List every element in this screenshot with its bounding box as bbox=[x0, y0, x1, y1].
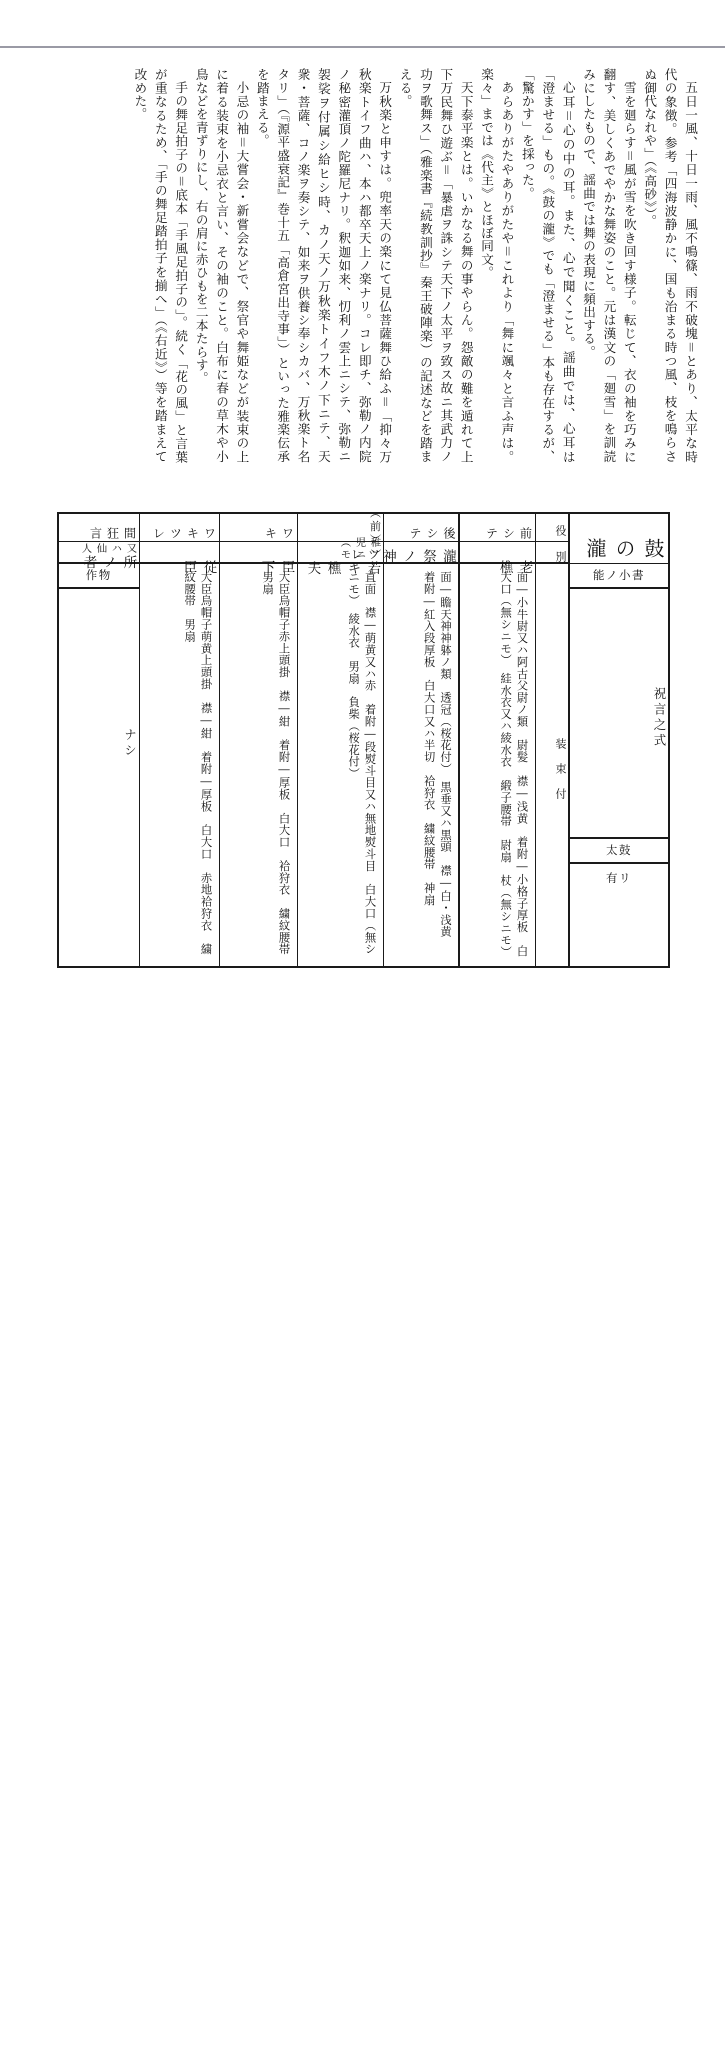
role-name: 臣 下 bbox=[258, 536, 295, 584]
cell-name-tsure bbox=[297, 536, 383, 585]
taiko-label: 太鼓 bbox=[570, 839, 668, 864]
cell-table-title bbox=[569, 513, 669, 563]
costume-text: 直面 襟―萌黄又ハ赤 着附―段熨斗目又ハ無地熨斗目 白大口（無シニモ） 綾水衣 男扇 負柴（桜花付） bbox=[347, 571, 377, 956]
axis-label-yaku: 役 bbox=[554, 525, 567, 553]
role-name: 従 臣 bbox=[180, 536, 217, 584]
note-paragraph: 小忌の袖＝大嘗会・新嘗会などで、祭官や舞姫などが装束の上に着る装束を小忌衣と言い、その袖のこと。白布に春の草木や小鳥などを青ずりにし、右の肩に赤ひもを二本たらす。 bbox=[193, 68, 250, 463]
kogaki-value: 祝言之式 bbox=[652, 686, 667, 749]
header-divider bbox=[0, 46, 725, 48]
cell-kogaki-group bbox=[569, 563, 669, 967]
note-paragraph: 万秋楽と申すは。兜率天の楽にて見仏菩薩舞ひ給ふ＝「抑々万秋楽トイフ曲ハ、本ハ都卒天上ノ楽ナリ。コレ即チ、弥勒ノ内院ノ秘密灌頂ノ陀羅尼ナリ。釈迦如来、忉利ノ雲上ニシテ、弥勒ニ袈裟ヲ付属シ給ヒシ時、カノ天ノ万秋楽トイフ木ノ下ニテ、天衆・菩薩、コノ楽ヲ奏シテ、如来ヲ供養シ奉シカバ、万秋楽ト名タリ」（『源平盛衰記』巻十五「高倉宮出寺事」）といった雅楽伝承を踏まえる。 bbox=[254, 68, 393, 463]
axis-label-shozokutsuke: 装束付 bbox=[554, 737, 567, 813]
cell-name-wakitsure bbox=[139, 536, 219, 584]
kogaki-label: 能ノ小書 bbox=[570, 564, 668, 589]
note-paragraph: 雪を廻らす＝風が雪を吹き回す様子。転じて、衣の袖を巧みに翻す、美しくあでやかな舞姿のこと。元は漢文の「廻雪」を訓読みにしたもので、謡曲では舞の表現に頻出する。 bbox=[581, 68, 637, 463]
role-name: 老 樵 bbox=[496, 536, 533, 584]
cell-axis-label-top bbox=[535, 513, 569, 553]
costume-text: 大臣烏帽子赤上頭掛 襟―紺 着附―厚板 白大口 袷狩衣 繍紋腰帯 男扇 bbox=[261, 559, 291, 956]
costume-text: 大臣烏帽子萌黄上頭掛 襟―紺 着附―厚板 白大口 赤地袷狩衣 繍紋腰帯 男扇 bbox=[183, 571, 213, 956]
cell-sakumono-group bbox=[58, 563, 139, 967]
cast-table-container bbox=[57, 507, 668, 968]
axis-label-betsu: 別 bbox=[554, 550, 567, 570]
costume-text: 面―小牛尉又ハ阿古父尉ノ類 尉髪 襟―浅黄 着附―小格子厚板 白大口（無シニモ） 絓水衣又ハ綾水衣 緞子腰帯 尉扇 杖（無シニモ） bbox=[499, 571, 529, 959]
role-name-sub: 又ハ仙人 bbox=[79, 542, 137, 555]
role-name: 若キ樵夫 bbox=[304, 560, 381, 585]
role-label: 間狂言 bbox=[88, 527, 137, 543]
cast-table bbox=[57, 507, 670, 968]
role-label: ツレ bbox=[349, 547, 381, 563]
note-paragraph: 天下泰平楽とは。いかなる舞の事やらん。怨敵の難を遁れて上下万民舞ひ遊ぶ＝「暴虐ヲ誅シテ天下ノ太平ヲ致ス故ニ其武力ノ功ヲ歌舞ス」（雅楽書『続教訓抄』秦王破陣楽）の記述などを踏まえる。 bbox=[397, 68, 474, 463]
taiko-value: 有リ bbox=[606, 870, 632, 885]
costume-text: 面―瞻天神神躰ノ類 透冠（桜花付） 黒垂又ハ黒頭 襟―白・浅黄 着附―紅入段厚板 白大口又ハ半切 袷狩衣 繍紋腰帯 神扇 bbox=[422, 559, 452, 939]
cell-role-aikyogen bbox=[58, 513, 139, 542]
sakumono-label: 作物 bbox=[59, 564, 139, 589]
table-row-costume bbox=[58, 563, 669, 967]
note-paragraph: 心耳＝心の中の耳。また、心で聞くこと。謡曲では、心耳は「澄ませる」もの。《鼓の瀧》でも「澄ませる」本も存在するが、「驚かす」を採った。 bbox=[519, 68, 576, 463]
note-paragraph: あらありがたやありがたや＝これより「舞に颯々と言ふ声は。楽々」までは《代主》とほぼ同文。 bbox=[479, 68, 515, 463]
role-label: ワキツレ bbox=[151, 527, 217, 543]
role-label: 前シテ bbox=[484, 527, 533, 543]
table-title: 鼓の瀧 bbox=[583, 537, 665, 563]
annotation-notes bbox=[48, 68, 700, 463]
note-paragraph: 手の舞足拍子の＝底本「手風足拍子の」。続く「花の風」と言葉が重なるため、「手の舞足踏拍子を揃へ」（《右近》）等を踏まえて改めた。 bbox=[132, 68, 189, 463]
cell-costume-maeshite bbox=[459, 563, 535, 967]
cell-costume-wakitsure bbox=[139, 563, 219, 967]
role-label: ワキ bbox=[263, 527, 295, 543]
role-name: 所ノ者 bbox=[80, 554, 137, 579]
cell-role-nochishite bbox=[383, 513, 459, 542]
role-label: 後シテ bbox=[408, 527, 456, 543]
role-name: 瀧祭ノ神 bbox=[380, 548, 456, 573]
role-sublabel: （前） bbox=[368, 507, 382, 548]
cell-axis-label-costume bbox=[535, 563, 569, 967]
cell-costume-tsure bbox=[297, 560, 383, 967]
note-paragraph: 五日一風、十日一雨、風不鳴篠、雨不破塊＝とあり、太平な時代の象徴。参考「四海波静かに、国も治まる時つ風、枝を鳴らさぬ御代なれや」（《高砂》）。 bbox=[642, 68, 698, 463]
cell-name-maeshite bbox=[459, 536, 535, 584]
role-name-sub: （稚児ニモ） bbox=[338, 536, 381, 561]
sakumono-value: ナシ bbox=[122, 728, 138, 760]
